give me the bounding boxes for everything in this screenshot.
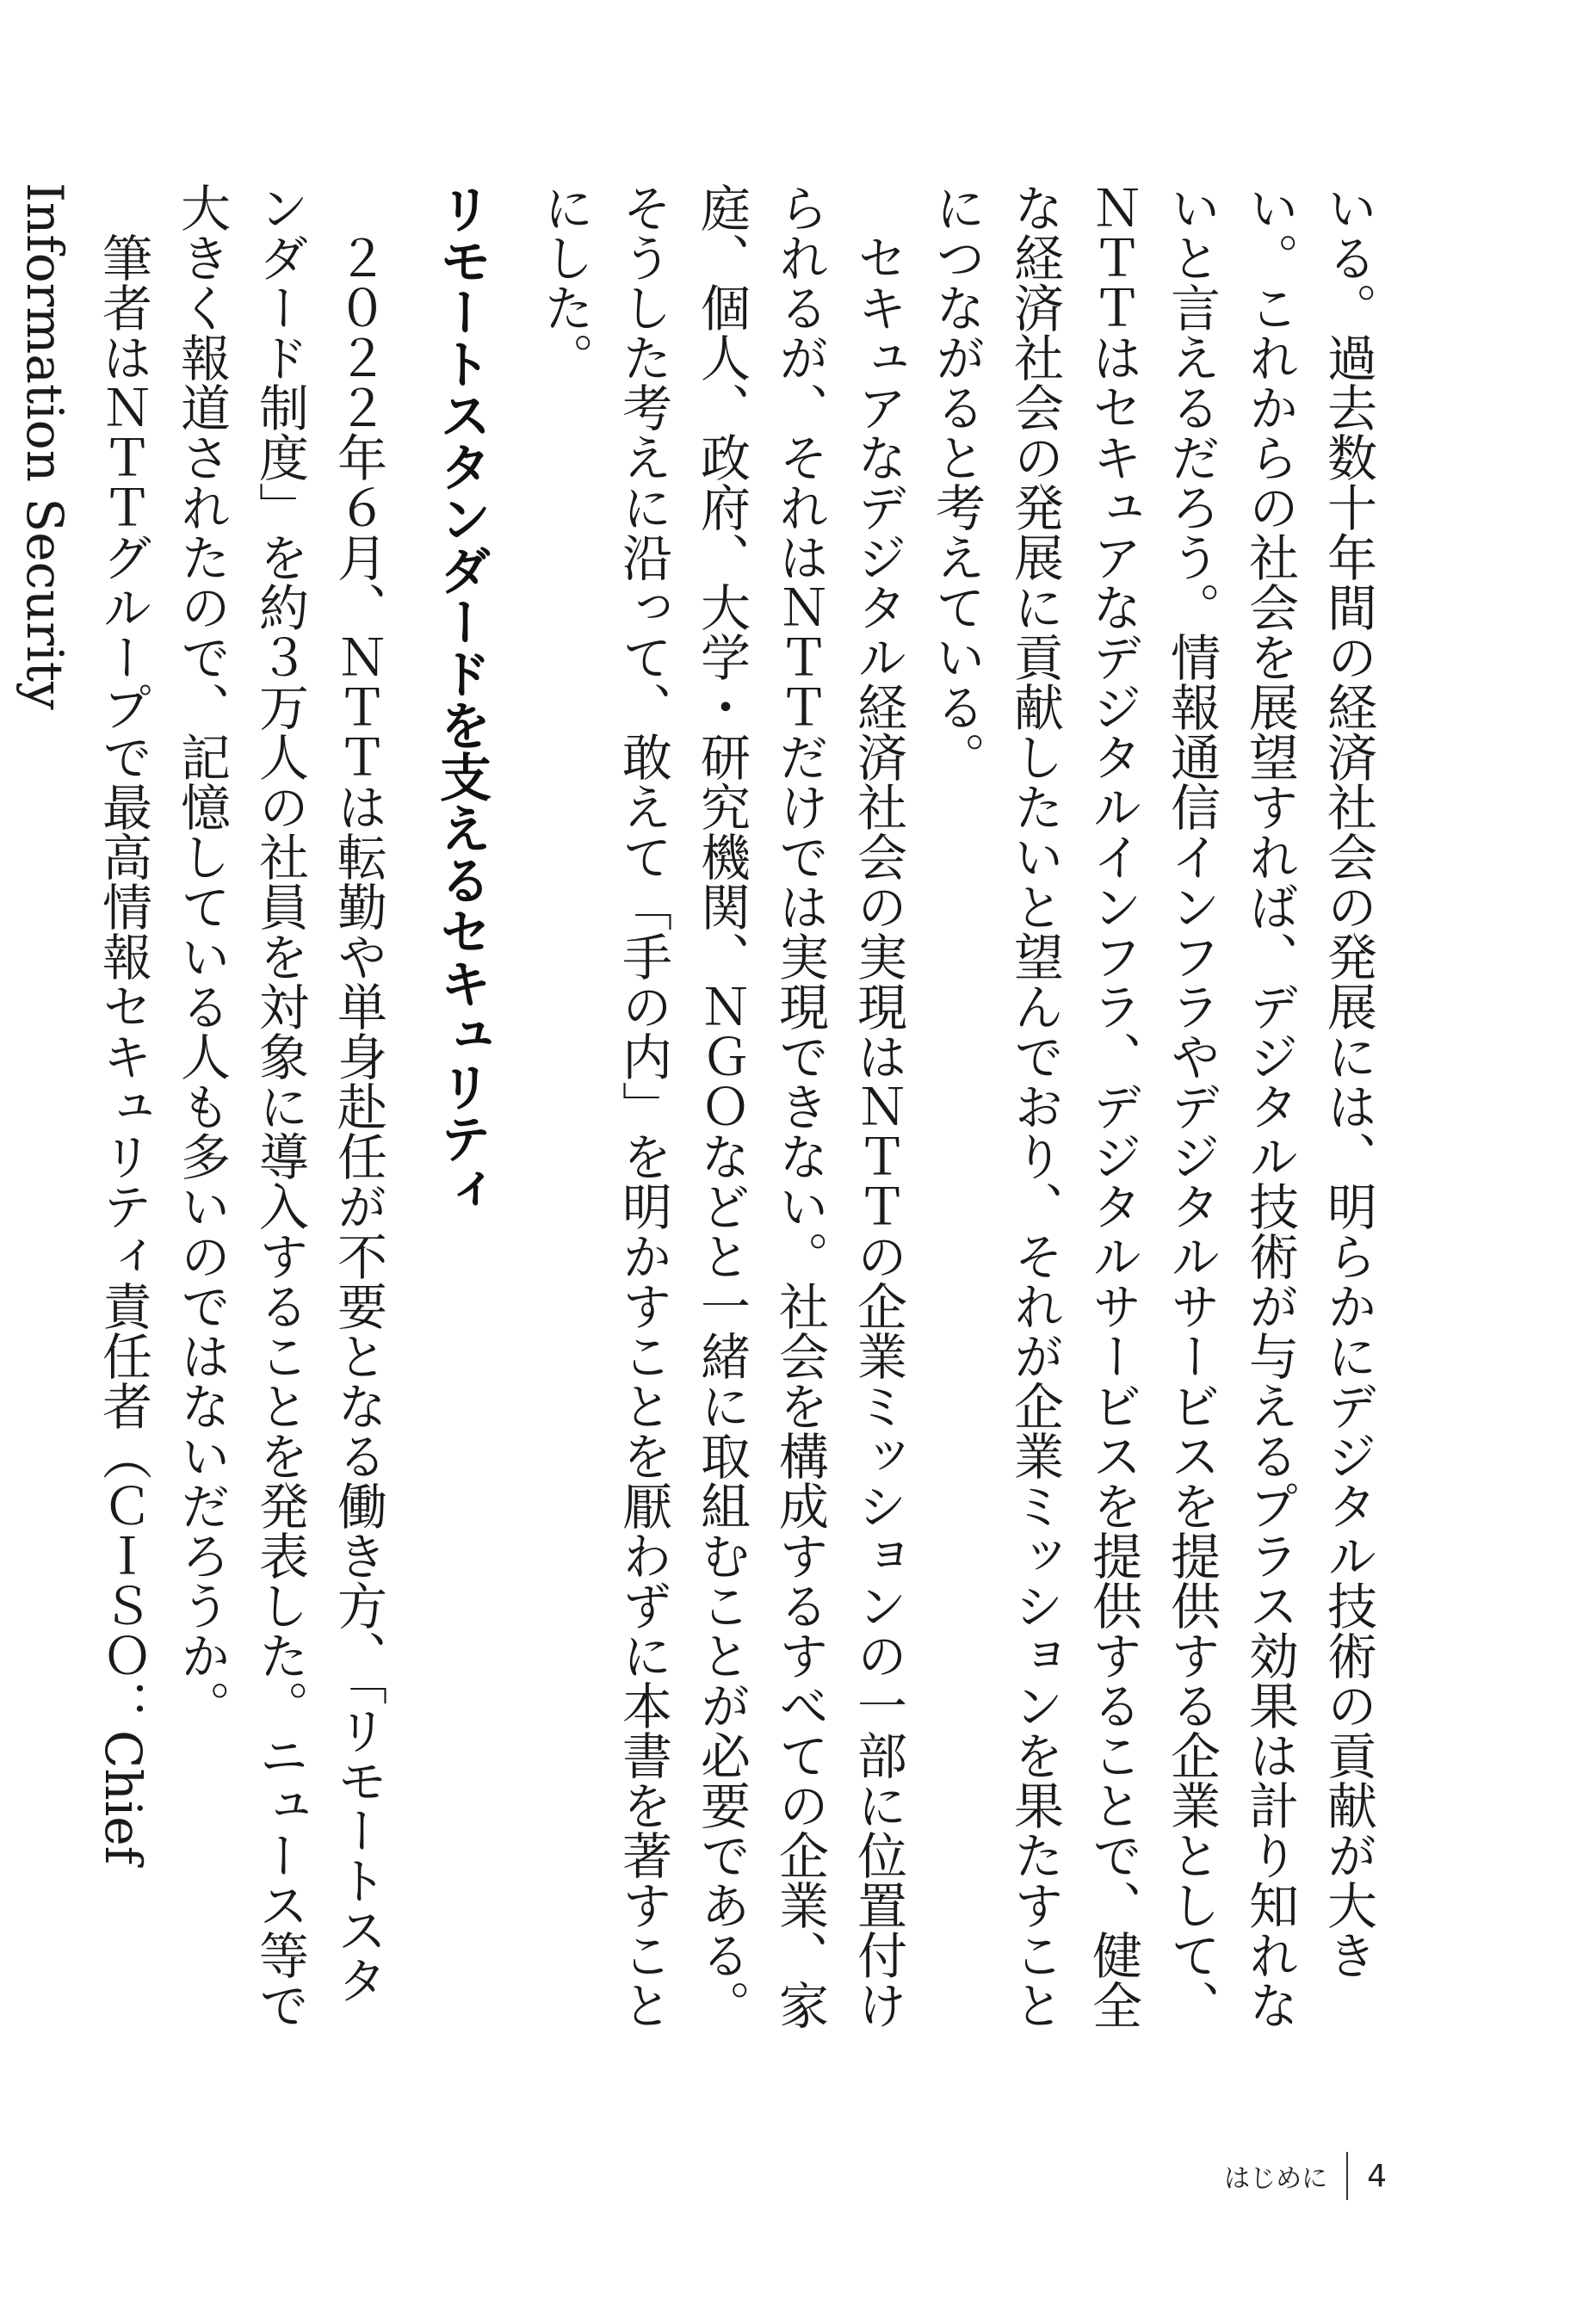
section-heading: リモートスタンダードを支えるセキュリティ	[431, 182, 492, 1215]
body-text	[5, 182, 1387, 2042]
paragraph-1: いる。過去数十年間の経済社会の発展には、明らかにデジタル技術の貢献が大きい。これからの社会を展望すれば、デジタル技術が与えるプラス効果は計り知れないと言えるだろう。情報通信インフラやデジタルサービスを提供する企業として、ＮＴＴはセキュアなデジタルインフラ、デジタルサービスを提供することで、健全な経済社会の発展に貢献したいと望んでおり、それが企業ミッションを果たすことにつながると考えている。	[927, 182, 1377, 2030]
page-footer	[1224, 2148, 1387, 2203]
paragraph-2: セキュアなデジタル経済社会の実現はＮＴＴの企業ミッションの一部に位置付けられるが、それはＮＴＴだけでは実現できない。社会を構成するすべての企業、家庭、個人、政府、大学・研究機関、ＮＧＯなどと一緒に取組むことが必要である。そうした考えに沿って、敢えて「手の内」を明かすことを厭わずに本書を著すことにした。	[535, 182, 907, 2030]
paragraph-3: ２０２２年６月、ＮＴＴは転勤や単身赴任が不要となる働き方、「リモートスタンダード制度」を約３万人の社員を対象に導入することを発表した。ニュース等で大きく報道されたので、記憶している人も多いのではないだろうか。	[172, 182, 387, 2030]
section-label: はじめに	[1224, 2164, 1328, 2194]
folio-divider	[1346, 2152, 1348, 2200]
page-number: 4	[1367, 2158, 1387, 2194]
paragraph-4: 筆者はＮＴＴグループで最高情報セキュリティ責任者（ＣＩＳＯ：Chief Information Security	[15, 182, 152, 1865]
